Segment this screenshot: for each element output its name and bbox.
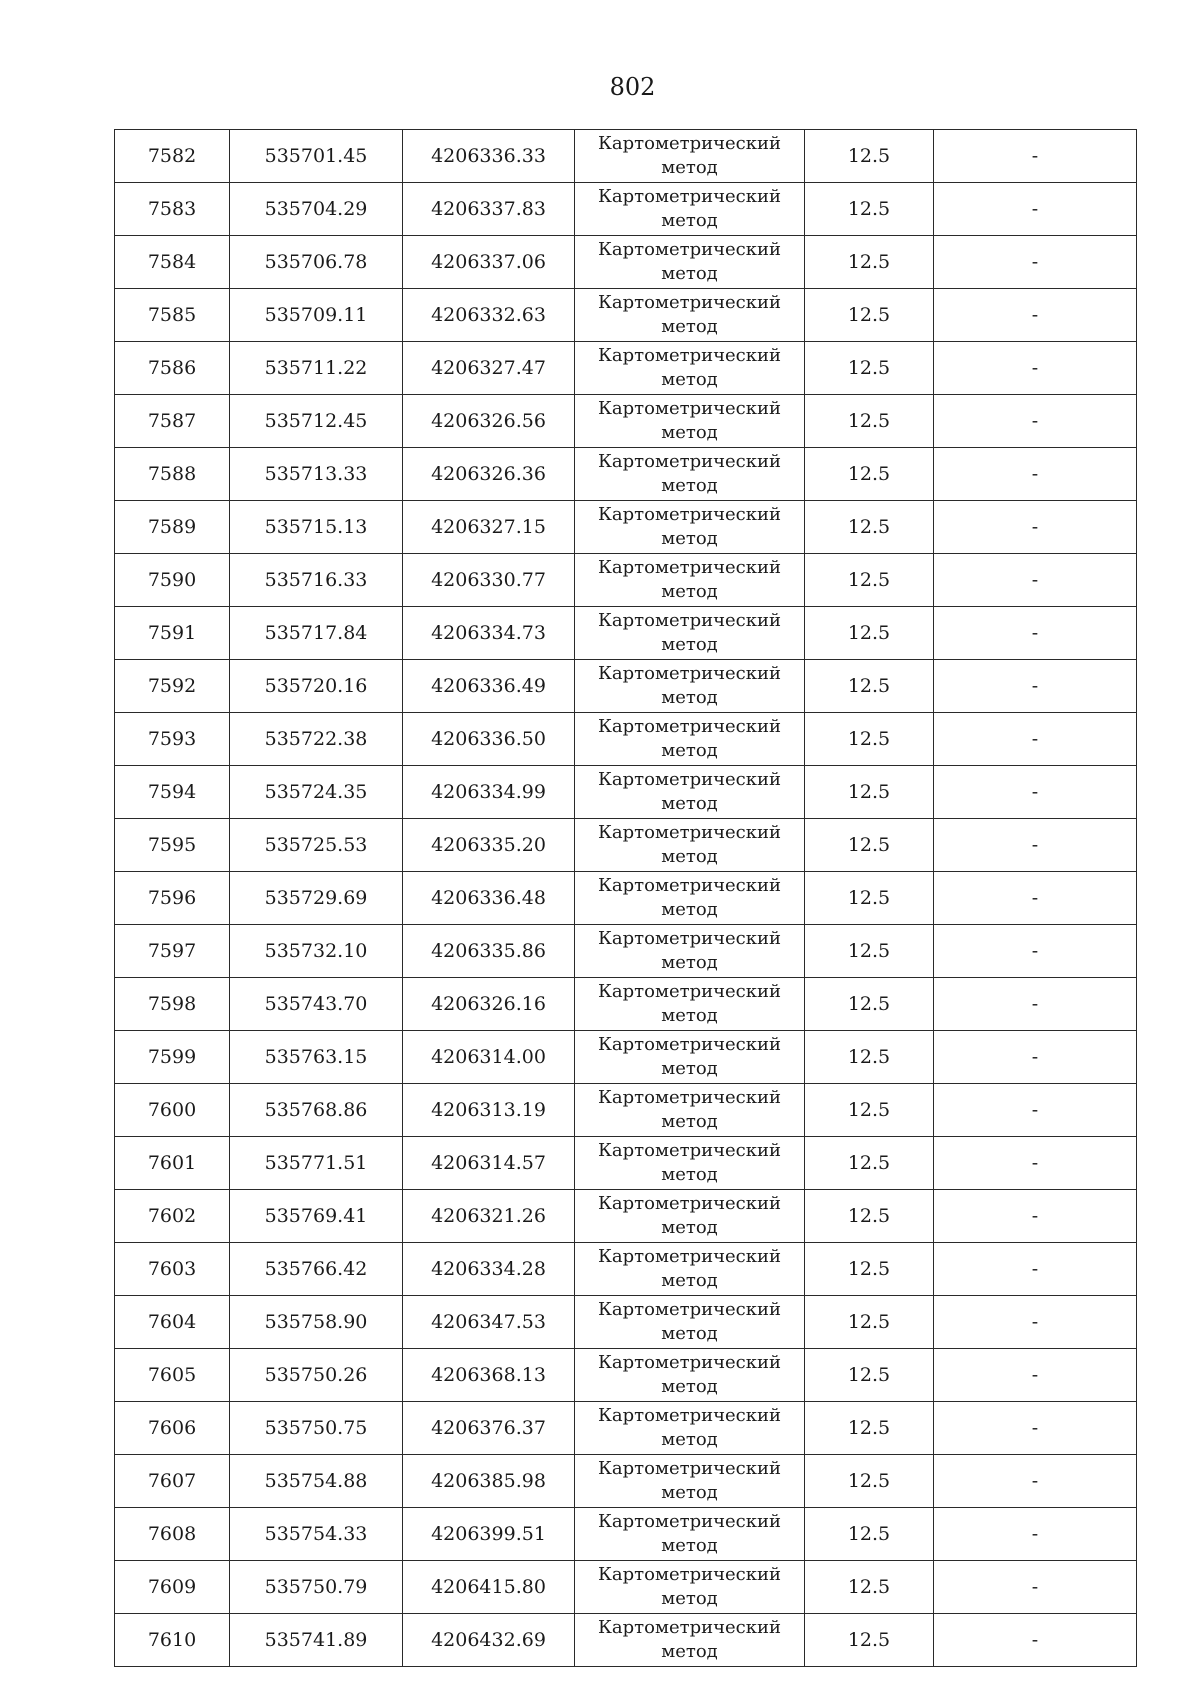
method-line2: метод <box>661 952 718 973</box>
accuracy-cell: 12.5 <box>805 1296 934 1349</box>
method-cell <box>575 1243 805 1296</box>
method-line2: метод <box>661 1588 718 1609</box>
point-number-cell: 7609 <box>115 1561 230 1614</box>
accuracy-cell: 12.5 <box>805 607 934 660</box>
y-coordinate-cell: 4206336.49 <box>403 660 575 713</box>
method-line1: Картометрический <box>598 663 781 684</box>
y-coordinate-cell: 4206314.00 <box>403 1031 575 1084</box>
y-coordinate-cell: 4206399.51 <box>403 1508 575 1561</box>
table-row <box>115 1508 1137 1561</box>
method-cell <box>575 1614 805 1667</box>
accuracy-cell: 12.5 <box>805 1402 934 1455</box>
method-cell <box>575 1137 805 1190</box>
method-cell <box>575 395 805 448</box>
x-coordinate-cell: 535750.26 <box>230 1349 403 1402</box>
coordinates-table <box>114 129 1137 1667</box>
note-cell: - <box>934 1402 1137 1455</box>
x-coordinate-cell: 535763.15 <box>230 1031 403 1084</box>
note-cell: - <box>934 130 1137 183</box>
y-coordinate-cell: 4206337.83 <box>403 183 575 236</box>
method-cell <box>575 236 805 289</box>
y-coordinate-cell: 4206327.47 <box>403 342 575 395</box>
x-coordinate-cell: 535732.10 <box>230 925 403 978</box>
point-number-cell: 7603 <box>115 1243 230 1296</box>
y-coordinate-cell: 4206314.57 <box>403 1137 575 1190</box>
method-cell <box>575 342 805 395</box>
method-line2: метод <box>661 1323 718 1344</box>
x-coordinate-cell: 535750.79 <box>230 1561 403 1614</box>
table-row <box>115 1031 1137 1084</box>
x-coordinate-cell: 535724.35 <box>230 766 403 819</box>
method-line2: метод <box>661 846 718 867</box>
method-cell <box>575 607 805 660</box>
method-line2: метод <box>661 634 718 655</box>
note-cell: - <box>934 342 1137 395</box>
point-number-cell: 7607 <box>115 1455 230 1508</box>
x-coordinate-cell: 535706.78 <box>230 236 403 289</box>
table-row <box>115 501 1137 554</box>
x-coordinate-cell: 535713.33 <box>230 448 403 501</box>
note-cell: - <box>934 1243 1137 1296</box>
note-cell: - <box>934 1614 1137 1667</box>
method-cell <box>575 819 805 872</box>
note-cell: - <box>934 183 1137 236</box>
point-number-cell: 7592 <box>115 660 230 713</box>
method-line1: Картометрический <box>598 292 781 313</box>
method-line2: метод <box>661 157 718 178</box>
accuracy-cell: 12.5 <box>805 183 934 236</box>
note-cell: - <box>934 448 1137 501</box>
method-line1: Картометрический <box>598 133 781 154</box>
point-number-cell: 7590 <box>115 554 230 607</box>
point-number-cell: 7601 <box>115 1137 230 1190</box>
accuracy-cell: 12.5 <box>805 872 934 925</box>
table-row <box>115 1455 1137 1508</box>
y-coordinate-cell: 4206432.69 <box>403 1614 575 1667</box>
point-number-cell: 7593 <box>115 713 230 766</box>
x-coordinate-cell: 535725.53 <box>230 819 403 872</box>
accuracy-cell: 12.5 <box>805 448 934 501</box>
x-coordinate-cell: 535768.86 <box>230 1084 403 1137</box>
accuracy-cell: 12.5 <box>805 766 934 819</box>
accuracy-cell: 12.5 <box>805 1031 934 1084</box>
x-coordinate-cell: 535771.51 <box>230 1137 403 1190</box>
method-line2: метод <box>661 422 718 443</box>
x-coordinate-cell: 535711.22 <box>230 342 403 395</box>
x-coordinate-cell: 535704.29 <box>230 183 403 236</box>
table-row <box>115 1084 1137 1137</box>
y-coordinate-cell: 4206385.98 <box>403 1455 575 1508</box>
x-coordinate-cell: 535758.90 <box>230 1296 403 1349</box>
point-number-cell: 7595 <box>115 819 230 872</box>
method-line2: метод <box>661 210 718 231</box>
method-line1: Картометрический <box>598 928 781 949</box>
table-row <box>115 183 1137 236</box>
x-coordinate-cell: 535722.38 <box>230 713 403 766</box>
method-line1: Картометрический <box>598 451 781 472</box>
method-line1: Картометрический <box>598 398 781 419</box>
method-line1: Картометрический <box>598 1352 781 1373</box>
accuracy-cell: 12.5 <box>805 660 934 713</box>
method-line1: Картометрический <box>598 1511 781 1532</box>
x-coordinate-cell: 535709.11 <box>230 289 403 342</box>
accuracy-cell: 12.5 <box>805 713 934 766</box>
point-number-cell: 7602 <box>115 1190 230 1243</box>
method-line1: Картометрический <box>598 1087 781 1108</box>
x-coordinate-cell: 535750.75 <box>230 1402 403 1455</box>
x-coordinate-cell: 535741.89 <box>230 1614 403 1667</box>
y-coordinate-cell: 4206336.48 <box>403 872 575 925</box>
table-row <box>115 607 1137 660</box>
method-cell <box>575 501 805 554</box>
table-row <box>115 554 1137 607</box>
point-number-cell: 7606 <box>115 1402 230 1455</box>
note-cell: - <box>934 1455 1137 1508</box>
method-cell <box>575 554 805 607</box>
table-row <box>115 342 1137 395</box>
method-line1: Картометрический <box>598 1140 781 1161</box>
accuracy-cell: 12.5 <box>805 925 934 978</box>
table-row <box>115 819 1137 872</box>
accuracy-cell: 12.5 <box>805 1137 934 1190</box>
page-number: 802 <box>609 73 656 101</box>
point-number-cell: 7583 <box>115 183 230 236</box>
method-line2: метод <box>661 1005 718 1026</box>
table-row <box>115 766 1137 819</box>
method-line2: метод <box>661 1217 718 1238</box>
method-cell <box>575 1349 805 1402</box>
x-coordinate-cell: 535720.16 <box>230 660 403 713</box>
note-cell: - <box>934 554 1137 607</box>
method-cell <box>575 713 805 766</box>
note-cell: - <box>934 819 1137 872</box>
x-coordinate-cell: 535769.41 <box>230 1190 403 1243</box>
method-cell <box>575 925 805 978</box>
method-line1: Картометрический <box>598 345 781 366</box>
note-cell: - <box>934 395 1137 448</box>
method-line1: Картометрический <box>598 1458 781 1479</box>
x-coordinate-cell: 535715.13 <box>230 501 403 554</box>
y-coordinate-cell: 4206313.19 <box>403 1084 575 1137</box>
method-cell <box>575 130 805 183</box>
x-coordinate-cell: 535766.42 <box>230 1243 403 1296</box>
method-line2: метод <box>661 1270 718 1291</box>
x-coordinate-cell: 535743.70 <box>230 978 403 1031</box>
method-line2: метод <box>661 1535 718 1556</box>
accuracy-cell: 12.5 <box>805 1084 934 1137</box>
point-number-cell: 7584 <box>115 236 230 289</box>
y-coordinate-cell: 4206321.26 <box>403 1190 575 1243</box>
x-coordinate-cell: 535701.45 <box>230 130 403 183</box>
table-row <box>115 395 1137 448</box>
accuracy-cell: 12.5 <box>805 1190 934 1243</box>
table-row <box>115 1137 1137 1190</box>
method-cell <box>575 1561 805 1614</box>
point-number-cell: 7589 <box>115 501 230 554</box>
table-row <box>115 872 1137 925</box>
accuracy-cell: 12.5 <box>805 1243 934 1296</box>
method-line2: метод <box>661 1058 718 1079</box>
table-row <box>115 448 1137 501</box>
accuracy-cell: 12.5 <box>805 1349 934 1402</box>
note-cell: - <box>934 1190 1137 1243</box>
point-number-cell: 7599 <box>115 1031 230 1084</box>
note-cell: - <box>934 1296 1137 1349</box>
method-line1: Картометрический <box>598 1617 781 1638</box>
method-line2: метод <box>661 1482 718 1503</box>
table-row <box>115 1190 1137 1243</box>
method-line2: метод <box>661 581 718 602</box>
note-cell: - <box>934 1349 1137 1402</box>
method-cell <box>575 1031 805 1084</box>
point-number-cell: 7597 <box>115 925 230 978</box>
method-line2: метод <box>661 369 718 390</box>
method-line1: Картометрический <box>598 504 781 525</box>
table-row <box>115 978 1137 1031</box>
method-cell <box>575 1190 805 1243</box>
accuracy-cell: 12.5 <box>805 978 934 1031</box>
y-coordinate-cell: 4206347.53 <box>403 1296 575 1349</box>
point-number-cell: 7598 <box>115 978 230 1031</box>
x-coordinate-cell: 535716.33 <box>230 554 403 607</box>
method-cell <box>575 978 805 1031</box>
point-number-cell: 7600 <box>115 1084 230 1137</box>
y-coordinate-cell: 4206335.20 <box>403 819 575 872</box>
method-cell <box>575 1455 805 1508</box>
accuracy-cell: 12.5 <box>805 554 934 607</box>
method-line1: Картометрический <box>598 239 781 260</box>
accuracy-cell: 12.5 <box>805 1561 934 1614</box>
method-cell <box>575 660 805 713</box>
note-cell: - <box>934 501 1137 554</box>
note-cell: - <box>934 1031 1137 1084</box>
method-cell <box>575 766 805 819</box>
point-number-cell: 7608 <box>115 1508 230 1561</box>
table-row <box>115 660 1137 713</box>
method-cell <box>575 1402 805 1455</box>
x-coordinate-cell: 535712.45 <box>230 395 403 448</box>
method-cell <box>575 448 805 501</box>
point-number-cell: 7591 <box>115 607 230 660</box>
method-line2: метод <box>661 793 718 814</box>
method-line1: Картометрический <box>598 1405 781 1426</box>
x-coordinate-cell: 535754.33 <box>230 1508 403 1561</box>
table-row <box>115 713 1137 766</box>
method-line1: Картометрический <box>598 1299 781 1320</box>
y-coordinate-cell: 4206332.63 <box>403 289 575 342</box>
method-line1: Картометрический <box>598 1034 781 1055</box>
accuracy-cell: 12.5 <box>805 1508 934 1561</box>
table-row <box>115 1614 1137 1667</box>
point-number-cell: 7588 <box>115 448 230 501</box>
y-coordinate-cell: 4206336.50 <box>403 713 575 766</box>
y-coordinate-cell: 4206376.37 <box>403 1402 575 1455</box>
point-number-cell: 7586 <box>115 342 230 395</box>
accuracy-cell: 12.5 <box>805 819 934 872</box>
method-line1: Картометрический <box>598 875 781 896</box>
y-coordinate-cell: 4206334.99 <box>403 766 575 819</box>
y-coordinate-cell: 4206326.36 <box>403 448 575 501</box>
point-number-cell: 7585 <box>115 289 230 342</box>
method-line1: Картометрический <box>598 1193 781 1214</box>
table-row <box>115 1402 1137 1455</box>
note-cell: - <box>934 660 1137 713</box>
method-cell <box>575 872 805 925</box>
note-cell: - <box>934 978 1137 1031</box>
method-line2: метод <box>661 263 718 284</box>
method-line1: Картометрический <box>598 186 781 207</box>
method-line2: метод <box>661 1641 718 1662</box>
y-coordinate-cell: 4206330.77 <box>403 554 575 607</box>
method-line2: метод <box>661 899 718 920</box>
y-coordinate-cell: 4206326.16 <box>403 978 575 1031</box>
x-coordinate-cell: 535754.88 <box>230 1455 403 1508</box>
method-line2: метод <box>661 1429 718 1450</box>
accuracy-cell: 12.5 <box>805 236 934 289</box>
point-number-cell: 7582 <box>115 130 230 183</box>
point-number-cell: 7610 <box>115 1614 230 1667</box>
y-coordinate-cell: 4206326.56 <box>403 395 575 448</box>
table-row <box>115 925 1137 978</box>
method-line2: метод <box>661 528 718 549</box>
y-coordinate-cell: 4206327.15 <box>403 501 575 554</box>
accuracy-cell: 12.5 <box>805 130 934 183</box>
note-cell: - <box>934 766 1137 819</box>
accuracy-cell: 12.5 <box>805 1455 934 1508</box>
note-cell: - <box>934 1084 1137 1137</box>
x-coordinate-cell: 535717.84 <box>230 607 403 660</box>
note-cell: - <box>934 607 1137 660</box>
method-line1: Картометрический <box>598 557 781 578</box>
method-line1: Картометрический <box>598 769 781 790</box>
note-cell: - <box>934 872 1137 925</box>
note-cell: - <box>934 1561 1137 1614</box>
accuracy-cell: 12.5 <box>805 395 934 448</box>
method-line2: метод <box>661 1164 718 1185</box>
point-number-cell: 7605 <box>115 1349 230 1402</box>
y-coordinate-cell: 4206368.13 <box>403 1349 575 1402</box>
method-cell <box>575 183 805 236</box>
accuracy-cell: 12.5 <box>805 1614 934 1667</box>
y-coordinate-cell: 4206335.86 <box>403 925 575 978</box>
point-number-cell: 7596 <box>115 872 230 925</box>
note-cell: - <box>934 289 1137 342</box>
table-row <box>115 289 1137 342</box>
accuracy-cell: 12.5 <box>805 501 934 554</box>
table-row <box>115 1561 1137 1614</box>
method-line2: метод <box>661 1376 718 1397</box>
y-coordinate-cell: 4206337.06 <box>403 236 575 289</box>
table-row <box>115 1243 1137 1296</box>
method-line2: метод <box>661 475 718 496</box>
x-coordinate-cell: 535729.69 <box>230 872 403 925</box>
method-cell <box>575 1084 805 1137</box>
y-coordinate-cell: 4206336.33 <box>403 130 575 183</box>
coordinates-table-body <box>115 130 1137 1667</box>
note-cell: - <box>934 236 1137 289</box>
y-coordinate-cell: 4206415.80 <box>403 1561 575 1614</box>
table-row <box>115 1296 1137 1349</box>
method-line1: Картометрический <box>598 1246 781 1267</box>
table-row <box>115 236 1137 289</box>
note-cell: - <box>934 713 1137 766</box>
method-line1: Картометрический <box>598 1564 781 1585</box>
y-coordinate-cell: 4206334.28 <box>403 1243 575 1296</box>
point-number-cell: 7604 <box>115 1296 230 1349</box>
table-row <box>115 1349 1137 1402</box>
method-line1: Картометрический <box>598 610 781 631</box>
accuracy-cell: 12.5 <box>805 289 934 342</box>
method-cell <box>575 1508 805 1561</box>
method-line1: Картометрический <box>598 716 781 737</box>
method-line2: метод <box>661 316 718 337</box>
method-line2: метод <box>661 687 718 708</box>
table-row <box>115 130 1137 183</box>
point-number-cell: 7587 <box>115 395 230 448</box>
y-coordinate-cell: 4206334.73 <box>403 607 575 660</box>
accuracy-cell: 12.5 <box>805 342 934 395</box>
note-cell: - <box>934 1508 1137 1561</box>
point-number-cell: 7594 <box>115 766 230 819</box>
method-cell <box>575 289 805 342</box>
method-cell <box>575 1296 805 1349</box>
method-line2: метод <box>661 740 718 761</box>
note-cell: - <box>934 1137 1137 1190</box>
note-cell: - <box>934 925 1137 978</box>
method-line1: Картометрический <box>598 822 781 843</box>
method-line2: метод <box>661 1111 718 1132</box>
method-line1: Картометрический <box>598 981 781 1002</box>
